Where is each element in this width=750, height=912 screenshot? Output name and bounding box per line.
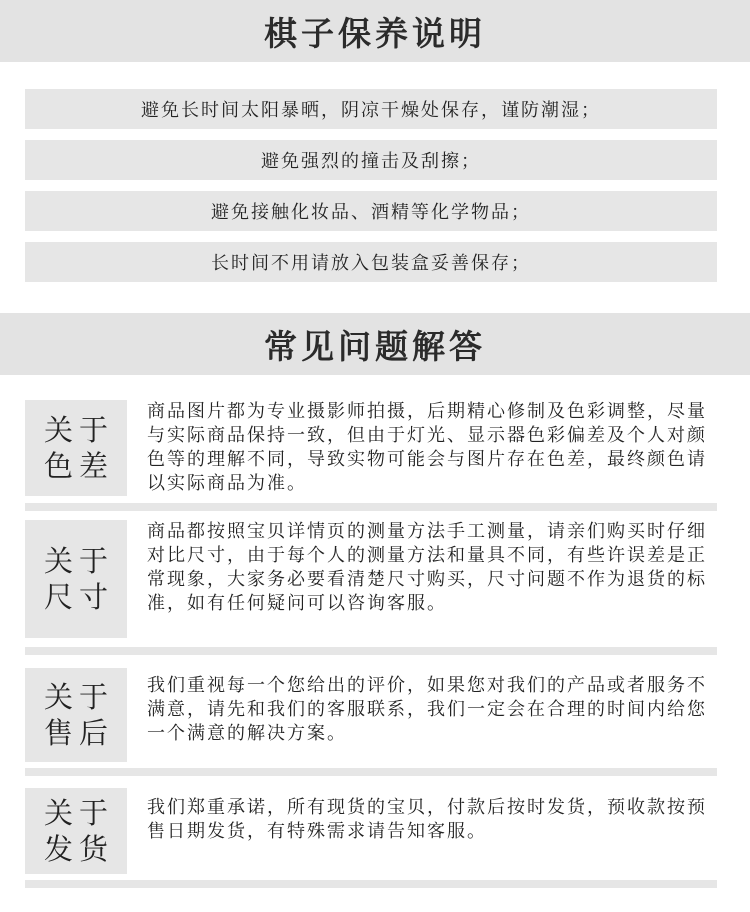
faq-answer-size: 商品都按照宝贝详情页的测量方法手工测量，请亲们购买时仔细对比尺寸，由于每个人的测量方法和量具不同，有些许误差是正常现象，大家务必要看清楚尺寸购买，尺寸问题不作为退货的标准，如有任何疑问可以咨询客服。 [147,521,707,614]
faq-divider [25,880,717,888]
faq-section-header [0,313,750,375]
faq-label-line2: 售后 [43,716,114,750]
care-tip-text: 避免长时间太阳暴晒，阴凉干燥处保存，谨防潮湿； [141,100,601,121]
care-tip-4 [25,242,717,282]
faq-label-shipping [25,788,127,874]
faq-item-shipping [25,788,717,874]
faq-item-size [25,520,717,638]
faq-label-line1: 关于 [43,413,114,447]
care-tip-3 [25,191,717,231]
care-tip-text: 长时间不用请放入包装盒妥善保存； [211,253,531,274]
faq-answer-after-sales: 我们重视每一个您给出的评价，如果您对我们的产品或者服务不满意，请先和我们的客服联系，我们一定会在合理的时间内给您一个满意的解决方案。 [147,675,707,744]
faq-answer-shipping: 我们郑重承诺，所有现货的宝贝，付款后按时发货，预收款按预售日期发货，有特殊需求请告知客服。 [147,797,707,842]
faq-label-after-sales [25,668,127,762]
faq-label-line1: 关于 [43,544,114,578]
faq-label-line2: 色差 [43,449,114,483]
faq-section-title: 常见问题解答 [264,326,486,366]
faq-label-color [25,400,127,496]
care-tip-text: 避免接触化妆品、酒精等化学物品； [211,202,531,223]
care-tip-text: 避免强烈的撞击及刮擦； [261,151,481,172]
care-section-header [0,0,750,62]
faq-label-line1: 关于 [43,680,114,714]
faq-answer-color: 商品图片都为专业摄影师拍摄，后期精心修制及色彩调整，尽量与实际商品保持一致，但由于灯光、显示器色彩偏差及个人对颜色等的理解不同，导致实物可能会与图片存在色差，最终颜色请以实际商品为准。 [147,401,707,494]
faq-divider [25,647,717,655]
faq-item-after-sales [25,668,717,762]
care-tip-1 [25,89,717,129]
faq-label-line1: 关于 [43,796,114,830]
care-section-title: 棋子保养说明 [264,13,486,53]
faq-label-line2: 尺寸 [43,580,114,614]
faq-divider [25,768,717,776]
faq-item-color [25,400,717,496]
faq-label-size [25,520,127,638]
faq-divider [25,503,717,511]
care-tip-2 [25,140,717,180]
faq-label-line2: 发货 [43,832,114,866]
